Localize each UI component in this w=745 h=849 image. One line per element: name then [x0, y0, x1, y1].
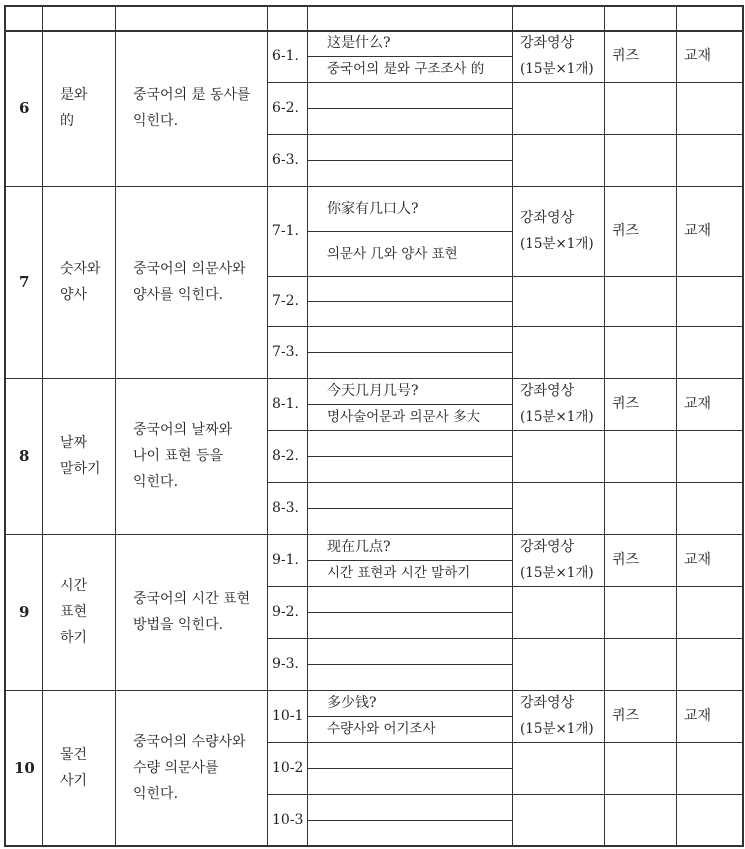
lesson-row-divider — [267, 276, 742, 277]
lesson-code: 8-2. — [272, 448, 299, 464]
quiz-label: 퀴즈 — [612, 708, 640, 724]
lesson-description: 중국어의 是와 구조조사 的 — [327, 61, 485, 77]
topic-line: 말하기 — [60, 461, 101, 477]
textbook-label: 교재 — [684, 396, 712, 412]
lesson-title: 这是什么? — [327, 35, 391, 51]
goal-line: 중국어의 是 동사를 — [133, 87, 251, 103]
lesson-code: 6-2. — [272, 100, 299, 116]
column-divider — [604, 5, 605, 845]
goal-line: 중국어의 수량사와 — [133, 734, 246, 750]
lesson-code: 10-2 — [272, 760, 304, 776]
lesson-description: 명사술어문과 의문사 多大 — [327, 409, 480, 425]
week-number: 9 — [19, 603, 30, 621]
section-divider — [4, 186, 742, 187]
lesson-row-divider — [267, 586, 742, 587]
topic-line: 是와 — [60, 87, 88, 103]
goal-line: 방법을 익힌다. — [133, 617, 224, 633]
lesson-code: 8-3. — [272, 500, 299, 516]
column-divider — [676, 5, 677, 845]
topic-line: 날짜 — [60, 435, 88, 451]
week-number: 10 — [14, 759, 35, 777]
lesson-title: 多少钱? — [327, 695, 377, 711]
lesson-code: 9-3. — [272, 656, 299, 672]
media-label: 강좌영상 — [520, 383, 575, 399]
lesson-row-divider — [267, 430, 742, 431]
topic-line: 표현 — [60, 604, 88, 620]
title-inner-divider — [307, 301, 512, 302]
topic-line: 숫자와 — [60, 261, 101, 277]
media-label: 강좌영상 — [520, 539, 575, 555]
topic-line: 시간 — [60, 578, 88, 594]
media-label: 강좌영상 — [520, 35, 575, 51]
goal-line: 수량 의문사를 — [133, 760, 219, 776]
lesson-code: 10-1 — [272, 708, 304, 724]
column-divider — [512, 5, 513, 845]
lesson-code: 6-3. — [272, 152, 299, 168]
lesson-code: 8-1. — [272, 396, 299, 412]
table-bottom-border — [4, 845, 744, 847]
goal-line: 중국어의 시간 표현 — [133, 591, 251, 607]
goal-line: 익힌다. — [133, 474, 179, 490]
lesson-description: 시간 표현과 시간 말하기 — [327, 565, 471, 581]
quiz-label: 퀴즈 — [612, 48, 640, 64]
title-inner-divider — [307, 456, 512, 457]
title-inner-divider — [307, 768, 512, 769]
lesson-row-divider — [267, 326, 742, 327]
media-duration: (15분×1개) — [520, 565, 594, 581]
title-inner-divider — [307, 352, 512, 353]
media-duration: (15분×1개) — [520, 236, 594, 252]
topic-line: 하기 — [60, 630, 88, 646]
title-inner-divider — [307, 612, 512, 613]
lesson-code: 9-1. — [272, 552, 299, 568]
lesson-code: 7-2. — [272, 293, 299, 309]
lesson-code: 9-2. — [272, 604, 299, 620]
textbook-label: 교재 — [684, 48, 712, 64]
lesson-description: 수량사와 어기조사 — [327, 721, 436, 737]
table-right-border — [742, 5, 744, 845]
title-inner-divider — [307, 664, 512, 665]
title-inner-divider — [307, 820, 512, 821]
media-label: 강좌영상 — [520, 695, 575, 711]
lesson-title: 现在几点? — [327, 539, 391, 555]
column-divider — [267, 5, 268, 845]
lesson-row-divider — [267, 82, 742, 83]
lesson-title: 今天几月几号? — [327, 383, 419, 399]
goal-line: 중국어의 날짜와 — [133, 422, 233, 438]
goal-line: 중국어의 의문사와 — [133, 261, 246, 277]
topic-line: 양사 — [60, 287, 88, 303]
textbook-label: 교재 — [684, 223, 712, 239]
lesson-row-divider — [267, 742, 742, 743]
textbook-label: 교재 — [684, 552, 712, 568]
topic-line: 물건 — [60, 747, 88, 763]
goal-line: 나이 표현 등을 — [133, 448, 224, 464]
quiz-label: 퀴즈 — [612, 223, 640, 239]
lesson-code: 7-3. — [272, 344, 299, 360]
textbook-label: 교재 — [684, 708, 712, 724]
lesson-title: 你家有几口人? — [327, 201, 419, 217]
goal-line: 양사를 익힌다. — [133, 287, 224, 303]
lesson-row-divider — [267, 482, 742, 483]
column-divider — [115, 5, 116, 845]
lesson-row-divider — [267, 638, 742, 639]
week-number: 7 — [19, 273, 30, 291]
quiz-label: 퀴즈 — [612, 396, 640, 412]
media-label: 강좌영상 — [520, 210, 575, 226]
quiz-label: 퀴즈 — [612, 552, 640, 568]
title-inner-divider — [307, 108, 512, 109]
topic-line: 的 — [60, 113, 74, 129]
media-duration: (15분×1개) — [520, 721, 594, 737]
title-inner-divider — [307, 231, 512, 232]
lesson-row-divider — [267, 134, 742, 135]
lesson-code: 7-1. — [272, 223, 299, 239]
goal-line: 익힌다. — [133, 786, 179, 802]
week-number: 8 — [19, 447, 30, 465]
title-inner-divider — [307, 508, 512, 509]
lesson-code: 10-3 — [272, 812, 304, 828]
goal-line: 익힌다. — [133, 113, 179, 129]
lesson-row-divider — [267, 794, 742, 795]
week-number: 6 — [19, 99, 30, 117]
column-divider — [42, 5, 43, 845]
lesson-description: 의문사 几와 양사 표현 — [327, 246, 458, 262]
table-left-border — [4, 5, 6, 845]
media-duration: (15분×1개) — [520, 409, 594, 425]
topic-line: 사기 — [60, 773, 88, 789]
media-duration: (15분×1개) — [520, 61, 594, 77]
title-inner-divider — [307, 160, 512, 161]
column-divider — [307, 5, 308, 845]
lesson-code: 6-1. — [272, 48, 299, 64]
